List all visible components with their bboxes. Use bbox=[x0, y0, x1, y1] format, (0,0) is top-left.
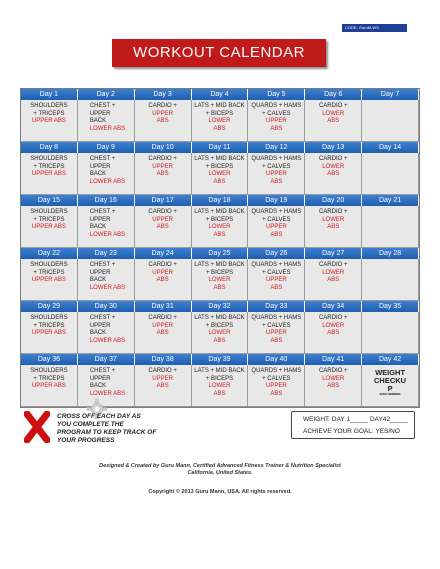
day-cell bbox=[305, 259, 362, 301]
exercise-line: + CALVES bbox=[262, 110, 291, 117]
day-header: Day 17 bbox=[135, 195, 192, 206]
abs-line: ABS bbox=[270, 125, 283, 132]
day-header: Day 5 bbox=[248, 89, 305, 100]
abs-line: UPPER bbox=[152, 322, 173, 329]
day-cell bbox=[21, 100, 78, 142]
day-header: Day 21 bbox=[362, 195, 419, 206]
abs-line: ABS bbox=[327, 224, 340, 230]
exercise-line: + CALVES bbox=[262, 163, 291, 170]
exercise-line: + BICEPS bbox=[205, 269, 234, 276]
exercise-line: LATS + MID BACK bbox=[194, 262, 245, 268]
exercise-line: CARDIO + bbox=[318, 262, 348, 268]
day-header: Day 31 bbox=[135, 301, 192, 312]
day-header: Day 3 bbox=[135, 89, 192, 100]
day-cell bbox=[78, 153, 135, 195]
exercise-line: CARDIO + bbox=[148, 209, 177, 215]
day-cell bbox=[21, 365, 78, 407]
abs-line: ABS bbox=[270, 390, 283, 397]
day-cell bbox=[248, 259, 305, 301]
abs-line: LOWER bbox=[208, 330, 231, 336]
abs-line: LOWER bbox=[322, 163, 345, 170]
day-header: Day 26 bbox=[248, 248, 305, 259]
day-header: Day 27 bbox=[305, 248, 362, 259]
exercise-line: + CALVES bbox=[262, 375, 291, 382]
day-cell bbox=[362, 365, 419, 407]
day-cell bbox=[78, 206, 135, 248]
day-header: Day 39 bbox=[192, 354, 249, 365]
exercise-line: QUARDS + HAMS bbox=[251, 156, 302, 162]
exercise-line: + TRICEPS bbox=[33, 110, 65, 117]
abs-line: UPPER bbox=[266, 118, 287, 124]
abs-line: ABS bbox=[327, 171, 340, 177]
exercise-line: UPPER bbox=[89, 110, 111, 117]
day-header: Day 9 bbox=[78, 142, 135, 153]
exercise-line: BACK bbox=[89, 224, 107, 230]
credit-line: Designed & Created by Guru Mann, Certified Advanced Fitness Trainer & Nutrition Specialist bbox=[99, 463, 341, 469]
day-header: Day 12 bbox=[248, 142, 305, 153]
exercise-line: QUARDS + HAMS bbox=[251, 103, 302, 109]
day-header: Day 35 bbox=[362, 301, 419, 312]
exercise-line: QUARDS + HAMS bbox=[251, 315, 302, 321]
exercise-line: LATS + MID BACK bbox=[194, 315, 245, 321]
day-header: Day 4 bbox=[192, 89, 249, 100]
abs-line: ABS bbox=[213, 231, 226, 238]
day-header: Day 34 bbox=[305, 301, 362, 312]
day-header: Day 37 bbox=[78, 354, 135, 365]
abs-line: LOWER ABS bbox=[89, 284, 126, 291]
exercise-line: CHECKU bbox=[374, 376, 407, 385]
day-header: Day 16 bbox=[78, 195, 135, 206]
exercise-line: CARDIO + bbox=[148, 156, 177, 162]
exercise-line: QUARDS + HAMS bbox=[251, 262, 302, 268]
day-cell bbox=[135, 312, 192, 354]
day-cell bbox=[78, 100, 135, 142]
exercise-line: BACK bbox=[89, 118, 107, 124]
day-cell bbox=[305, 100, 362, 142]
abs-line: LOWER ABS bbox=[89, 125, 126, 132]
day-header: Day 14 bbox=[362, 142, 419, 153]
day-header: Day 29 bbox=[21, 301, 78, 312]
exercise-line: + CALVES bbox=[262, 322, 291, 329]
exercise-line: + TRICEPS bbox=[33, 216, 65, 223]
abs-line: UPPER bbox=[266, 383, 287, 389]
exercise-line: SHOULDERS bbox=[30, 368, 68, 374]
workout-calendar-grid bbox=[20, 88, 420, 408]
day-header: Day 8 bbox=[21, 142, 78, 153]
day-cell bbox=[135, 206, 192, 248]
exercise-line: CHEST + bbox=[89, 209, 116, 215]
exercise-line: BACK bbox=[89, 330, 107, 336]
abs-line: UPPER ABS bbox=[31, 224, 66, 230]
abs-line: ABS bbox=[156, 224, 169, 230]
day-header: Day 33 bbox=[248, 301, 305, 312]
exercise-line: P bbox=[387, 384, 393, 393]
exercise-line: + CALVES bbox=[262, 216, 291, 223]
exercise-line: CARDIO + bbox=[318, 209, 348, 215]
exercise-line: UPPER bbox=[89, 375, 111, 382]
exercise-line: CHEST + bbox=[89, 156, 116, 162]
abs-line: ABS bbox=[156, 171, 169, 177]
abs-line: LOWER bbox=[208, 224, 231, 230]
copyright: Copyright © 2013 Guru Mann, USA. All rights reserved. bbox=[148, 489, 292, 495]
exercise-line: CHEST + bbox=[89, 262, 116, 268]
exercise-line: CARDIO + bbox=[318, 103, 348, 109]
abs-line: LOWER bbox=[208, 118, 231, 124]
day-cell bbox=[305, 312, 362, 354]
abs-line: UPPER bbox=[266, 224, 287, 230]
abs-line: ABS bbox=[156, 330, 169, 336]
weight-days-line: WEIGHT: DAY 1_____ DAY42_____ bbox=[303, 416, 409, 423]
early-morning-note: EARLY MORNING bbox=[379, 393, 401, 396]
red-x-icon bbox=[24, 411, 50, 443]
day-cell bbox=[362, 153, 419, 195]
exercise-line: SHOULDERS bbox=[30, 262, 68, 268]
abs-line: LOWER ABS bbox=[89, 337, 126, 344]
exercise-line: CARDIO + bbox=[148, 315, 177, 321]
day-header: Day 38 bbox=[135, 354, 192, 365]
exercise-line: CARDIO + bbox=[318, 315, 348, 321]
cross-off-instructions bbox=[57, 413, 167, 445]
exercise-line: + TRICEPS bbox=[33, 375, 65, 382]
abs-line: LOWER bbox=[322, 322, 345, 329]
day-cell bbox=[192, 259, 249, 301]
exercise-line: + TRICEPS bbox=[33, 269, 65, 276]
day-header: Day 15 bbox=[21, 195, 78, 206]
day-cell bbox=[192, 365, 249, 407]
exercise-line: + TRICEPS bbox=[33, 163, 65, 170]
exercise-line: BACK bbox=[89, 383, 107, 389]
day-header: Day 6 bbox=[305, 89, 362, 100]
exercise-line: + CALVES bbox=[262, 269, 291, 276]
abs-line: ABS bbox=[156, 118, 169, 124]
exercise-line: WEIGHT bbox=[375, 368, 406, 377]
credit-text bbox=[0, 463, 440, 477]
day-header: Day 2 bbox=[78, 89, 135, 100]
day-cell bbox=[135, 365, 192, 407]
abs-line: ABS bbox=[270, 178, 283, 185]
day-cell bbox=[248, 312, 305, 354]
day-cell bbox=[248, 365, 305, 407]
day-cell bbox=[248, 206, 305, 248]
exercise-line: QUARDS + HAMS bbox=[251, 368, 302, 374]
day-cell bbox=[305, 206, 362, 248]
abs-line: UPPER ABS bbox=[31, 277, 66, 283]
abs-line: UPPER bbox=[152, 216, 173, 223]
day-header: Day 30 bbox=[78, 301, 135, 312]
abs-line: ABS bbox=[270, 337, 283, 344]
exercise-line: + TRICEPS bbox=[33, 322, 65, 329]
exercise-line: CARDIO + bbox=[148, 262, 177, 268]
day-cell bbox=[78, 312, 135, 354]
abs-line: ABS bbox=[213, 125, 226, 132]
abs-line: LOWER ABS bbox=[89, 390, 126, 397]
abs-line: ABS bbox=[327, 383, 340, 389]
exercise-line: LATS + MID BACK bbox=[194, 103, 245, 109]
abs-line: LOWER bbox=[322, 110, 345, 117]
exercise-line: CARDIO + bbox=[148, 368, 177, 374]
day-cell bbox=[362, 100, 419, 142]
abs-line: LOWER ABS bbox=[89, 231, 126, 238]
abs-line: LOWER bbox=[208, 277, 231, 283]
abs-line: UPPER bbox=[152, 163, 173, 170]
day-header: Day 19 bbox=[248, 195, 305, 206]
exercise-line: CARDIO + bbox=[148, 103, 177, 109]
day-header: Day 13 bbox=[305, 142, 362, 153]
abs-line: ABS bbox=[270, 231, 283, 238]
exercise-line: SHOULDERS bbox=[30, 156, 68, 162]
day-cell bbox=[21, 259, 78, 301]
exercise-line: SHOULDERS bbox=[30, 103, 68, 109]
day-cell bbox=[135, 259, 192, 301]
abs-line: ABS bbox=[156, 277, 169, 283]
day-cell bbox=[78, 259, 135, 301]
exercise-line: CARDIO + bbox=[318, 368, 348, 374]
day-header: Day 23 bbox=[78, 248, 135, 259]
instruction-line: PROGRAM TO KEEP TRACK OF bbox=[57, 429, 157, 436]
exercise-line: UPPER bbox=[89, 269, 111, 276]
day-header: Day 41 bbox=[305, 354, 362, 365]
abs-line: ABS bbox=[156, 383, 169, 389]
abs-line: UPPER ABS bbox=[31, 330, 66, 336]
instruction-line: YOUR PROGRESS bbox=[57, 437, 115, 444]
abs-line: UPPER bbox=[152, 269, 173, 276]
day-cell bbox=[362, 259, 419, 301]
abs-line: LOWER ABS bbox=[89, 178, 126, 185]
day-cell bbox=[21, 312, 78, 354]
exercise-line: + BICEPS bbox=[205, 216, 234, 223]
exercise-line: CARDIO + bbox=[318, 156, 348, 162]
day-header: Day 10 bbox=[135, 142, 192, 153]
exercise-line: UPPER bbox=[89, 216, 111, 223]
abs-line: UPPER ABS bbox=[31, 118, 66, 124]
abs-line: LOWER bbox=[322, 375, 345, 382]
day-cell bbox=[192, 153, 249, 195]
instruction-line: YOU COMPLETE THE bbox=[57, 421, 124, 428]
abs-line: ABS bbox=[327, 330, 340, 336]
exercise-line: LATS + MID BACK bbox=[194, 209, 245, 215]
exercise-line: CHEST + bbox=[89, 368, 116, 374]
page-title: WORKOUT CALENDAR bbox=[112, 39, 326, 67]
exercise-line: + BICEPS bbox=[205, 110, 234, 117]
day-cell bbox=[135, 100, 192, 142]
day-cell bbox=[135, 153, 192, 195]
day-header: Day 22 bbox=[21, 248, 78, 259]
day-header: Day 25 bbox=[192, 248, 249, 259]
abs-line: UPPER ABS bbox=[31, 171, 66, 177]
day-cell bbox=[192, 100, 249, 142]
abs-line: UPPER ABS bbox=[31, 383, 66, 389]
abs-line: ABS bbox=[213, 337, 226, 344]
day-cell bbox=[362, 206, 419, 248]
exercise-line: UPPER bbox=[89, 163, 111, 170]
day-cell bbox=[248, 153, 305, 195]
goal-line: ACHIEVE YOUR GOAL: YES/NO bbox=[303, 428, 400, 435]
exercise-line: SHOULDERS bbox=[30, 209, 68, 215]
exercise-line: LATS + MID BACK bbox=[194, 156, 245, 162]
abs-line: ABS bbox=[327, 118, 340, 124]
day-header: Day 24 bbox=[135, 248, 192, 259]
exercise-line: CHEST + bbox=[89, 315, 116, 321]
abs-line: LOWER bbox=[208, 171, 231, 177]
abs-line: ABS bbox=[213, 284, 226, 291]
abs-line: UPPER bbox=[266, 330, 287, 336]
abs-line: UPPER bbox=[266, 171, 287, 177]
abs-line: LOWER bbox=[322, 269, 345, 276]
day-cell bbox=[21, 153, 78, 195]
instruction-line: CROSS OFF EACH DAY AS bbox=[57, 413, 141, 420]
exercise-line: + BICEPS bbox=[205, 375, 234, 382]
abs-line: UPPER bbox=[266, 277, 287, 283]
day-header: Day 18 bbox=[192, 195, 249, 206]
day-header: Day 7 bbox=[362, 89, 419, 100]
day-header: Day 1 bbox=[21, 89, 78, 100]
day-cell bbox=[248, 100, 305, 142]
day-header: Day 11 bbox=[192, 142, 249, 153]
abs-line: UPPER bbox=[152, 375, 173, 382]
exercise-line: BACK bbox=[89, 171, 107, 177]
abs-line: LOWER bbox=[322, 216, 345, 223]
day-header: Day 42 bbox=[362, 354, 419, 365]
abs-line: ABS bbox=[213, 390, 226, 397]
exercise-line: QUARDS + HAMS bbox=[251, 209, 302, 215]
abs-line: LOWER bbox=[208, 383, 231, 389]
abs-line: ABS bbox=[213, 178, 226, 185]
day-cell bbox=[192, 312, 249, 354]
weight-tracking-box bbox=[291, 411, 415, 439]
credit-line: California, United States. bbox=[187, 470, 253, 476]
day-cell bbox=[305, 153, 362, 195]
day-header: Day 28 bbox=[362, 248, 419, 259]
day-header: Day 36 bbox=[21, 354, 78, 365]
day-cell bbox=[305, 365, 362, 407]
exercise-line: BACK bbox=[89, 277, 107, 283]
abs-line: UPPER bbox=[152, 110, 173, 117]
day-cell bbox=[362, 312, 419, 354]
exercise-line: UPPER bbox=[89, 322, 111, 329]
day-header: Day 20 bbox=[305, 195, 362, 206]
exercise-line: SHOULDERS bbox=[30, 315, 68, 321]
day-cell bbox=[192, 206, 249, 248]
exercise-line: CHEST + bbox=[89, 103, 116, 109]
day-cell bbox=[21, 206, 78, 248]
exercise-line: + BICEPS bbox=[205, 322, 234, 329]
day-header: Day 32 bbox=[192, 301, 249, 312]
exercise-line: + BICEPS bbox=[205, 163, 234, 170]
day-header: Day 40 bbox=[248, 354, 305, 365]
exercise-line: LATS + MID BACK bbox=[194, 368, 245, 374]
code-badge: CODE: GuruM-WS bbox=[342, 24, 407, 32]
abs-line: ABS bbox=[270, 284, 283, 291]
abs-line: ABS bbox=[327, 277, 340, 283]
